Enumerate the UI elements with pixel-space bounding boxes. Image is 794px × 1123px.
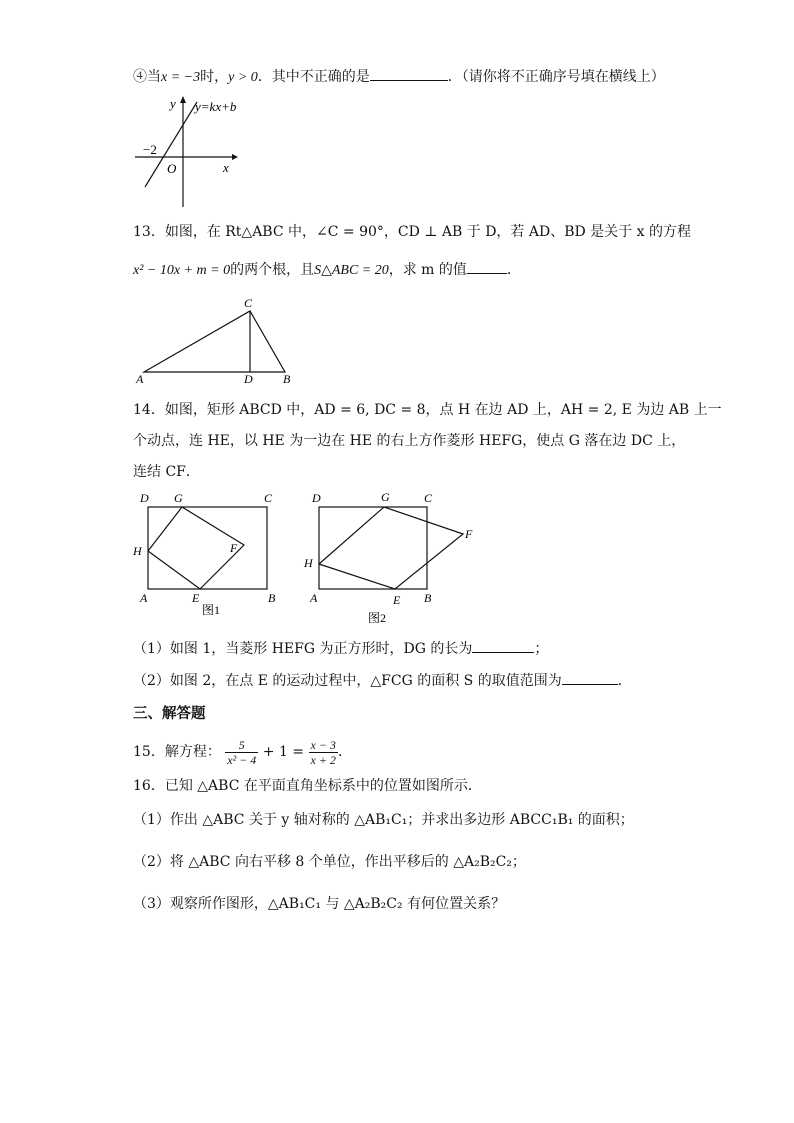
- fig1-E: E: [192, 591, 200, 605]
- fig1-G: G: [174, 491, 183, 505]
- label-A: A: [136, 372, 144, 386]
- label-C: C: [244, 296, 253, 310]
- q15-plus: + 1 =: [262, 744, 305, 760]
- q14-line3: 连结 CF．: [133, 464, 200, 480]
- q14-line1: 14．如图，矩形 ABCD 中，AD = 6, DC = 8，点 H 在边 AD 上，AH = 2, E 为边 AB 上一: [133, 402, 722, 418]
- q13-area: S△ABC = 20: [314, 263, 389, 278]
- fig2-C: C: [424, 491, 433, 505]
- q14-figure1: [130, 488, 290, 618]
- q14-sub1-text: （1）如图 1，当菱形 HEFG 为正方形时，DG 的长为: [133, 641, 473, 657]
- q12-cond1: x = −3: [161, 70, 201, 85]
- q16-sub3: （3）观察所作图形，△AB₁C₁ 与 △A₂B₂C₂ 有何位置关系？: [133, 896, 506, 912]
- q15-frac2-num: x − 3: [310, 737, 336, 752]
- intercept-label: −2: [143, 142, 157, 157]
- q15-frac1-num: 5: [225, 738, 258, 753]
- fig2-F: F: [465, 527, 473, 541]
- q14-sub1: [133, 638, 548, 659]
- q13-text-d: ，求 m 的值: [388, 262, 467, 278]
- q13-text-b: 的两个根，且: [230, 262, 315, 278]
- q16-line1: 16．已知 △ABC 在平面直角坐标系中的位置如图所示．: [133, 778, 482, 794]
- answer-blank[interactable]: [370, 66, 448, 81]
- q15-frac1-den: x² − 4: [227, 752, 257, 767]
- q13-equation: x² − 10x + m = 0: [133, 263, 231, 278]
- origin-label: O: [167, 161, 177, 176]
- q12-cond2: y > 0: [228, 70, 258, 85]
- label-D: D: [244, 372, 253, 386]
- q12-item4: [133, 66, 665, 88]
- q12-tail: ．其中不正确的是: [257, 69, 370, 85]
- fig2-B: B: [424, 591, 432, 605]
- q14-line2: 个动点，连 HE，以 HE 为一边在 HE 的右上方作菱形 HEFG，使点 G 落在边 DC 上，: [133, 433, 686, 449]
- label-B: B: [283, 372, 291, 386]
- fig2-A: A: [310, 591, 318, 605]
- fig2-H: H: [304, 556, 313, 570]
- fig1-A: A: [140, 591, 148, 605]
- answer-blank[interactable]: [467, 259, 507, 274]
- q14-sub2-text: （2）如图 2，在点 E 的运动过程中，△FCG 的面积 S 的取值范围为: [133, 673, 562, 689]
- q12-end: ．（请你将不正确序号填在横线上）: [447, 69, 665, 85]
- q14-sub1-end: ；: [534, 641, 549, 657]
- fig1-H: H: [133, 544, 142, 558]
- q13-line2: [133, 259, 521, 281]
- fig1-B: B: [268, 591, 276, 605]
- q16-sub1: （1）作出 △ABC 关于 y 轴对称的 △AB₁C₁；并求出多边形 ABCC₁B₁ 的面积；: [133, 812, 634, 828]
- q15-frac2: [309, 738, 338, 767]
- q12-graph: [130, 95, 250, 215]
- q14-sub2: [133, 670, 632, 691]
- q14-sub2-end: ．: [617, 673, 632, 689]
- fig1-D: D: [140, 491, 149, 505]
- fig1-caption: 图1: [202, 603, 221, 617]
- q13-figure: [130, 294, 300, 384]
- q12-mid: 时，: [200, 69, 229, 85]
- fig1-F: F: [230, 541, 238, 555]
- q13-end: ．: [506, 262, 521, 278]
- q15-frac1: [225, 738, 258, 767]
- fig2-caption: 图2: [368, 611, 387, 625]
- q15-prefix: 15．解方程：: [133, 744, 221, 760]
- fig2-D: D: [312, 491, 321, 505]
- fig2-E: E: [393, 593, 401, 607]
- q14-figure2: [300, 488, 490, 628]
- section-title: 三、解答题: [133, 706, 206, 722]
- answer-blank[interactable]: [472, 638, 534, 653]
- q16-sub2: （2）将 △ABC 向右平移 8 个单位，作出平移后的 △A₂B₂C₂；: [133, 854, 526, 870]
- y-axis-label: y: [170, 96, 176, 111]
- q15-end: ．: [337, 744, 352, 760]
- q15-frac2-den: x + 2: [310, 752, 336, 767]
- q12-item4-prefix: ④当: [133, 69, 161, 85]
- q15-line: [133, 736, 352, 768]
- q13-line1: 13．如图，在 Rt△ABC 中，∠C = 90°，CD ⊥ AB 于 D，若 AD、BD 是关于 x 的方程: [133, 224, 691, 240]
- fig1-C: C: [264, 491, 273, 505]
- answer-blank[interactable]: [562, 670, 618, 685]
- line-label: y=kx+b: [195, 99, 237, 114]
- x-axis-label: x: [223, 160, 229, 175]
- fig2-G: G: [381, 490, 390, 504]
